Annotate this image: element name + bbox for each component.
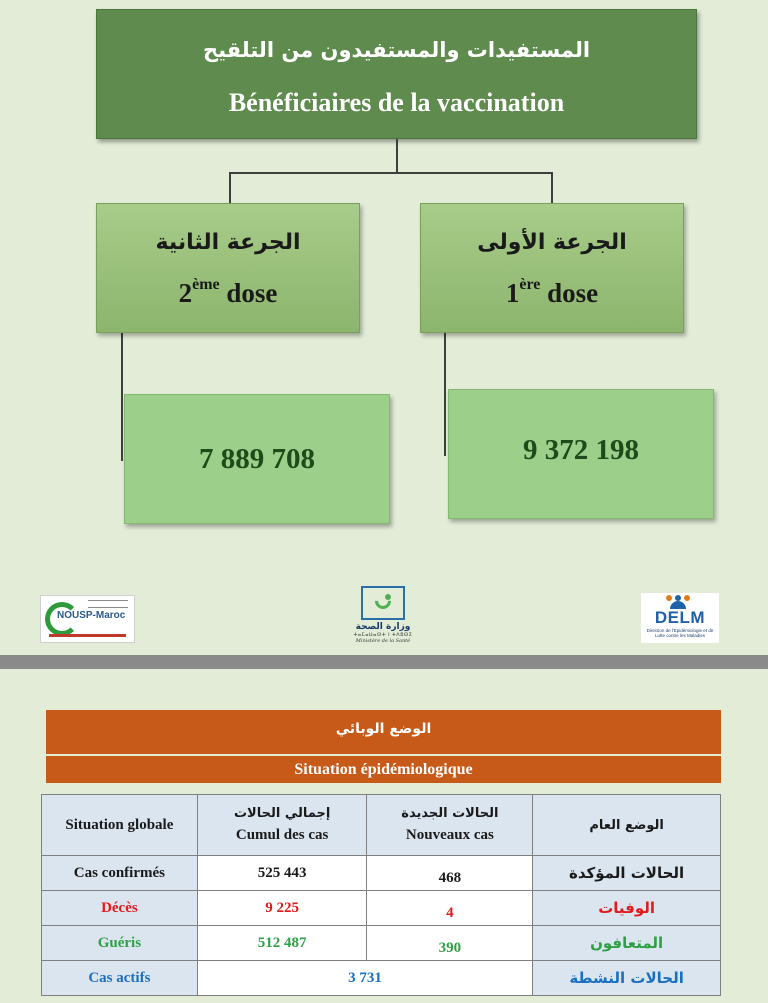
delm-people-icon [666,595,690,609]
first-dose-value: 9 372 198 [523,434,639,466]
header-situation-globale: Situation globale [42,795,198,856]
recovered-label: Guéris [42,926,198,961]
active-value: 3 731 [197,961,532,996]
first-dose-suffix: ère [519,276,541,293]
vaccination-title-arabic: المستفيدات والمستفيدون من التلقيح [202,38,591,62]
header-cumul-arabic: إجمالي الحالات [233,806,331,821]
deaths-label: Décès [42,891,198,926]
situation-title-arabic: الوضع الوبائي [46,710,721,754]
ministry-name-tifinagh: ⵜⴰⵎⴰⵡⴰⵙⵜ ⵏ ⵜⴷⵓⵙⵉ [353,632,413,638]
crescent-icon [372,590,395,613]
second-dose-label-french [97,278,359,309]
situation-table [41,794,721,996]
confirmed-new: 468 [367,856,533,891]
second-dose-label-arabic: الجرعة الثانية [155,230,301,255]
nousp-logo-text: NOUSP-Maroc [57,610,126,621]
connector-line [551,172,553,203]
ministry-logo [352,586,414,650]
first-dose-label-french [421,278,683,309]
table-row-active [42,961,721,996]
first-dose-number: 1 [505,278,520,308]
nousp-red-bar [49,634,126,637]
first-dose-box [420,203,684,333]
table-row-recovered [42,926,721,961]
table-row-confirmed [42,856,721,891]
slide-separator [0,655,768,669]
situation-title-french: Situation épidémiologique [46,756,721,783]
second-dose-suffix: ème [192,276,220,293]
header-cumul-french: Cumul des cas [235,827,329,843]
second-dose-word: dose [219,278,278,308]
header-new-cases-french: Nouveaux cas [405,827,494,843]
delm-logo [641,593,719,643]
connector-line [229,172,553,174]
recovered-label-arabic: المتعافون [533,926,721,961]
header-general-status-arabic: الوضع العام [533,795,721,856]
ministry-name-french: Ministère de la Santé [355,638,411,644]
connector-line [444,333,446,456]
vaccination-title-french: Bénéficiaires de la vaccination [228,88,565,117]
confirmed-cumul: 525 443 [197,856,367,891]
situation-slide [0,669,768,1003]
header-new-cases-arabic: الحالات الجديدة [401,806,499,821]
nousp-header-lines [88,600,128,608]
connector-line [396,139,398,173]
delm-logo-text: DELM [654,608,706,627]
confirmed-label: Cas confirmés [42,856,198,891]
star-icon [385,594,391,600]
active-label: Cas actifs [42,961,198,996]
deaths-label-arabic: الوفيات [533,891,721,926]
deaths-new: 4 [367,891,533,926]
confirmed-label-arabic: الحالات المؤكدة [533,856,721,891]
delm-subtitle: Direction de l'Epidémiologie et de Lutte contre les Maladies [646,628,714,638]
header-new-cases [367,795,533,856]
second-dose-value: 7 889 708 [199,443,315,475]
ministry-emblem-icon [361,586,405,620]
first-dose-label-arabic: الجرعة الأولى [477,230,627,255]
second-dose-number: 2 [178,278,193,308]
recovered-cumul: 512 487 [197,926,367,961]
recovered-new: 390 [367,926,533,961]
header-cumul [197,795,367,856]
table-row-deaths [42,891,721,926]
second-dose-value-box [124,394,390,524]
connector-line [121,333,123,461]
first-dose-word: dose [540,278,599,308]
table-header-row [42,795,721,856]
second-dose-box [96,203,360,333]
ministry-name-arabic: وزارة الصحة [355,622,411,632]
nousp-logo [40,595,135,643]
first-dose-value-box [448,389,714,519]
connector-line [229,172,231,203]
deaths-cumul: 9 225 [197,891,367,926]
active-label-arabic: الحالات النشطة [533,961,721,996]
vaccination-title-box [96,9,697,139]
